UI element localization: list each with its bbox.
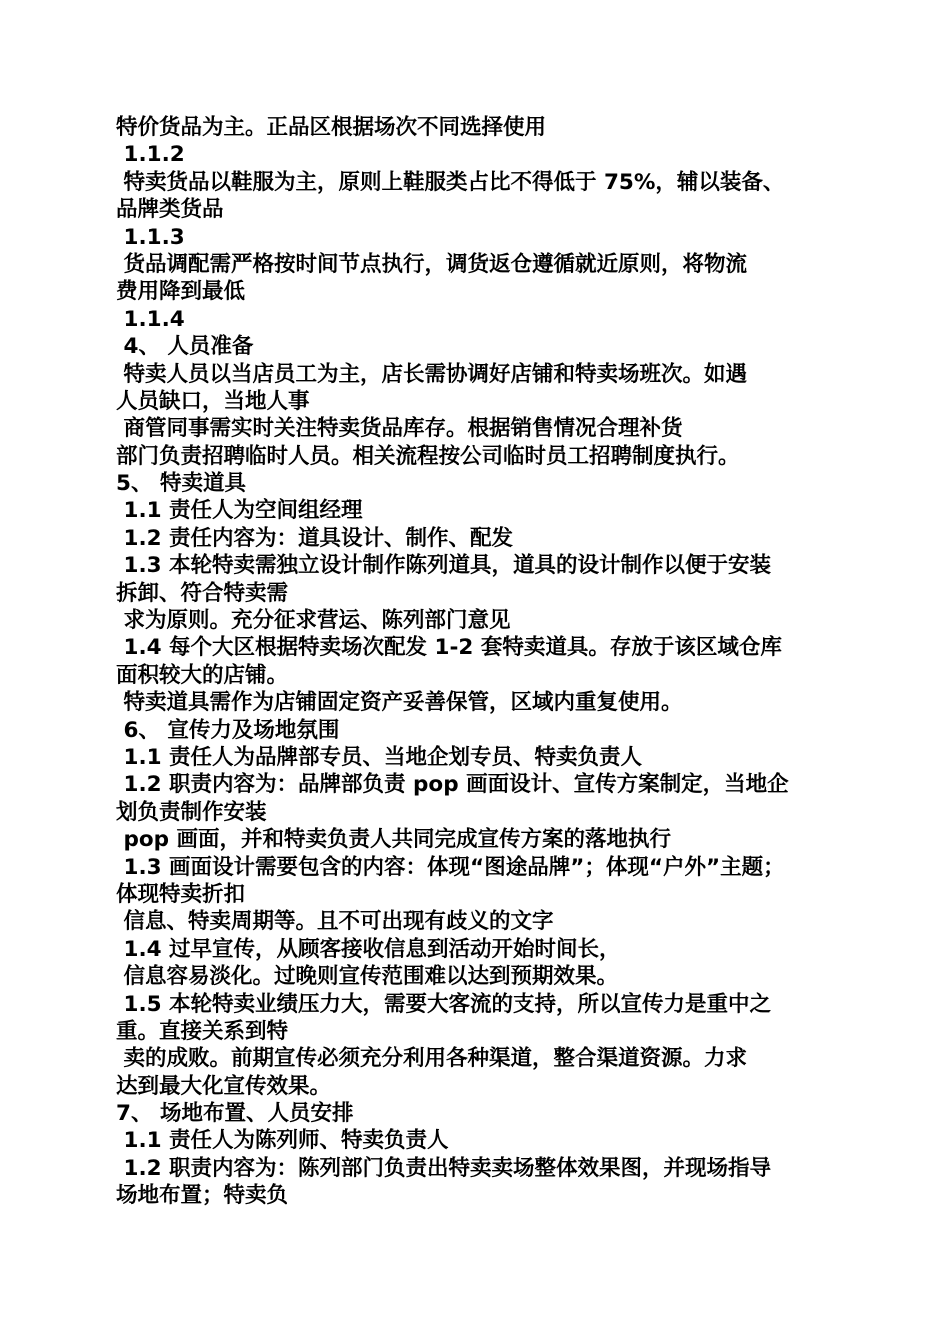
text-line: 1.3 本轮特卖需独立设计制作陈列道具，道具的设计制作以便于安装 [116,553,772,579]
text-line: 信息容易淡化。过晚则宣传范围难以达到预期效果。 [116,964,618,990]
text-line: 体现特卖折扣 [116,881,246,907]
text-line: 特卖道具需作为店铺固定资产妥善保管，区域内重复使用。 [116,690,683,716]
text-line: pop 画面，并和特卖负责人共同完成宣传方案的落地执行 [116,827,672,853]
section-heading: 4、 人员准备 [116,334,254,360]
document-page [116,114,846,1210]
section-number: 1.1.2 [116,142,185,168]
text-line: 费用降到最低 [116,279,246,305]
text-line: 1.1 责任人为品牌部专员、当地企划专员、特卖负责人 [116,744,643,770]
section-number: 1.1.4 [116,306,185,332]
text-line: 达到最大化宣传效果。 [116,1073,332,1099]
text-line: 1.2 责任内容为：道具设计、制作、配发 [116,525,514,551]
text-line: 1.1 责任人为空间组经理 [116,498,363,524]
text-line: 商管同事需实时关注特卖货品库存。根据销售情况合理补货 [116,416,683,442]
text-line: 特价货品为主。正品区根据场次不同选择使用 [116,115,547,140]
text-line: 品牌类货品 [116,197,224,223]
text-line: 货品调配需严格按时间节点执行，调货返仓遵循就近原则，将物流 [116,251,747,277]
text-line: 1.3 画面设计需要包含的内容：体现“图途品牌”；体现“户外”主题； [116,854,785,880]
text-line: 信息、特卖周期等。且不可出现有歧义的文字 [116,909,554,935]
text-line: 人员缺口，当地人事 [116,388,310,414]
text-line: 特卖货品以鞋服为主，原则上鞋服类占比不得低于 75%，辅以装备、 [116,169,785,195]
text-line: 1.2 职责内容为：品牌部负责 pop 画面设计、宣传方案制定，当地企 [116,772,789,798]
text-line: 卖的成败。前期宣传必须充分利用各种渠道，整合渠道资源。力求 [116,1046,747,1072]
text-line: 场地布置；特卖负 [116,1183,289,1209]
text-line: 求为原则。充分征求营运、陈列部门意见 [116,608,511,634]
text-line: 1.1 责任人为陈列师、特卖负责人 [116,1128,449,1154]
section-heading: 7、 场地布置、人员安排 [116,1101,354,1127]
text-line: 1.4 过早宣传，从顾客接收信息到活动开始时间长， [116,936,621,962]
text-line: 1.2 职责内容为：陈列部门负责出特卖卖场整体效果图，并现场指导 [116,1155,772,1181]
text-line: 1.4 每个大区根据特卖场次配发 1-2 套特卖道具。存放于该区域仓库 [116,635,782,661]
text-line: 1.5 本轮特卖业绩压力大，需要大客流的支持，所以宣传力是重中之 [116,991,772,1017]
section-heading: 5、 特卖道具 [116,471,246,497]
text-line: 面积较大的店铺。 [116,662,289,688]
text-line: 特卖人员以当店员工为主，店长需协调好店铺和特卖场班次。如遇 [116,361,747,387]
section-heading: 6、 宣传力及场地氛围 [116,717,340,743]
text-line: 拆卸、符合特卖需 [116,580,289,606]
text-line: 重。直接关系到特 [116,1018,289,1044]
section-number: 1.1.3 [116,224,185,250]
text-line: 部门负责招聘临时人员。相关流程按公司临时员工招聘制度执行。 [116,443,740,469]
text-line: 划负责制作安装 [116,799,267,825]
